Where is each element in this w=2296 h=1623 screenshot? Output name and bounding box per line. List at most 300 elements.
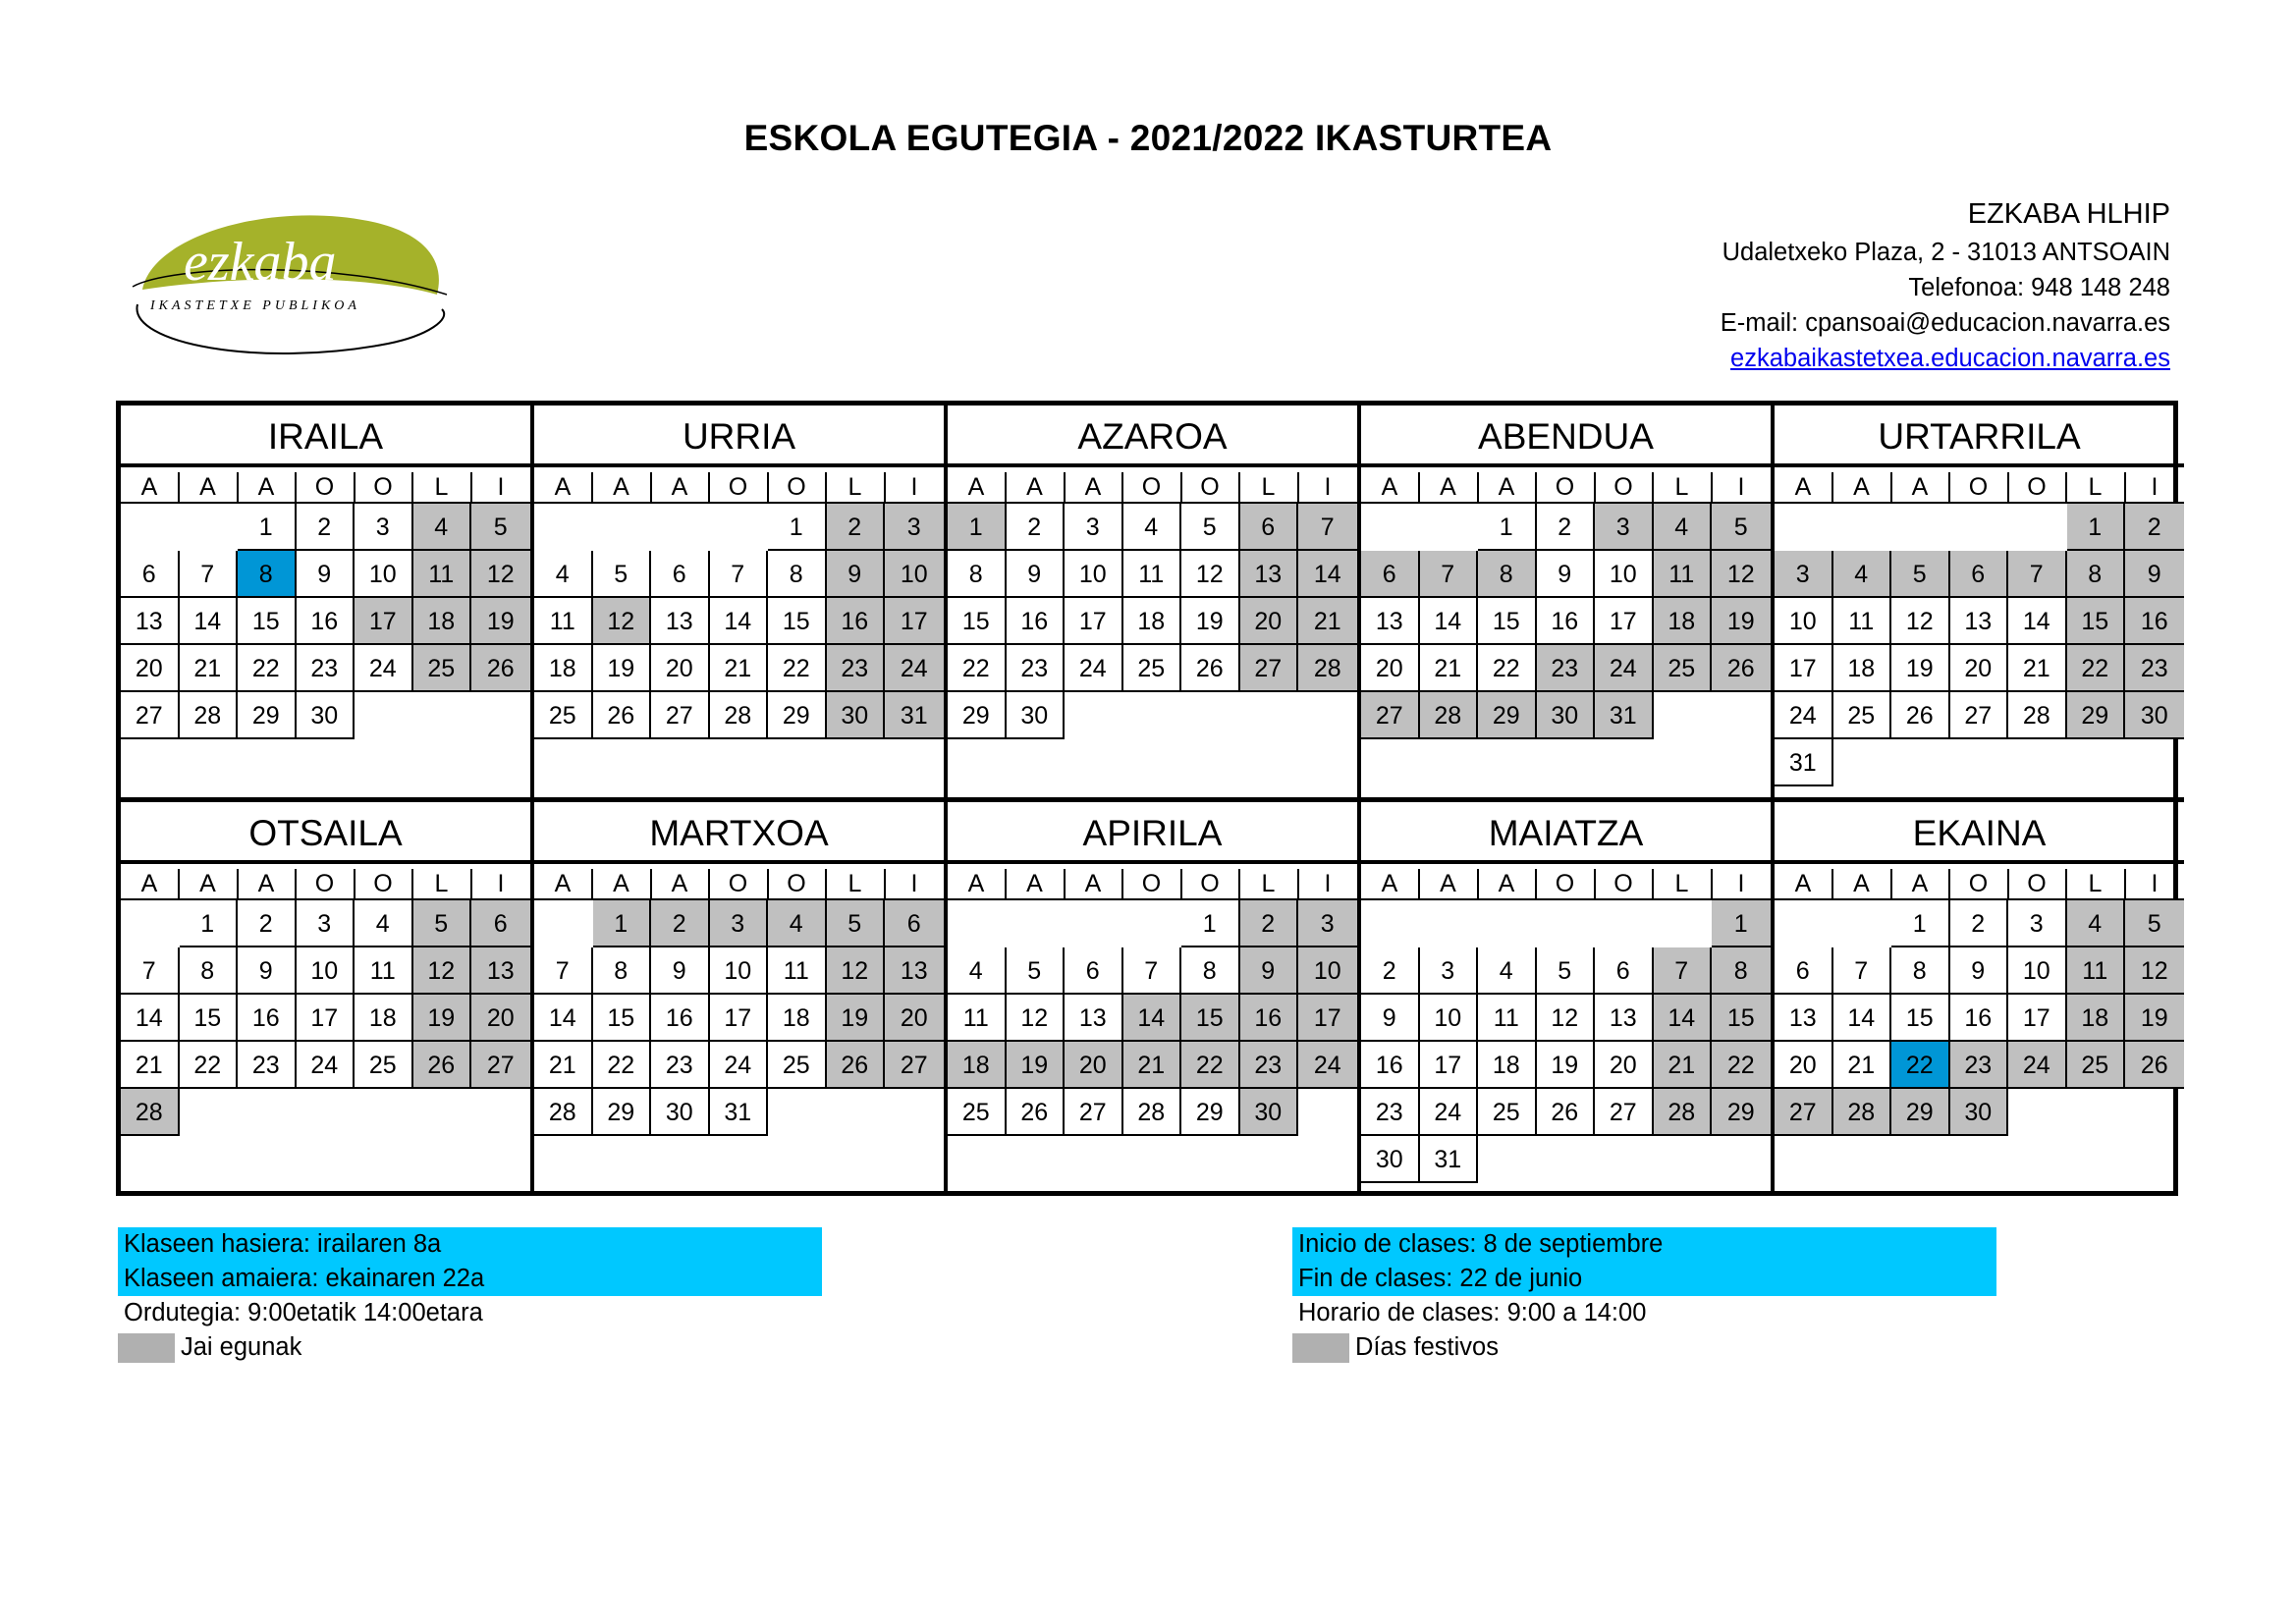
day-cell: 17 (2008, 995, 2067, 1042)
day-cell: 25 (1123, 645, 1182, 692)
day-cell: 10 (355, 551, 413, 598)
day-cell: 9 (1007, 551, 1066, 598)
day-cell: 5 (593, 551, 652, 598)
day-cell: 11 (2067, 947, 2126, 995)
day-cell: 3 (1065, 504, 1123, 551)
day-cell: 25 (413, 645, 472, 692)
month-iraila (121, 406, 534, 798)
day-cell: 24 (1595, 645, 1654, 692)
month-ekaina (1775, 797, 2184, 1195)
day-cell: 2 (1361, 947, 1420, 995)
day-cell: 3 (297, 900, 355, 947)
day-cell: 28 (1123, 1089, 1182, 1136)
day-cell: 17 (1420, 1042, 1479, 1089)
day-cell: 24 (355, 645, 413, 692)
day-cell: 19 (827, 995, 886, 1042)
day-cell: 28 (121, 1089, 180, 1136)
day-names-row (1361, 869, 1771, 900)
day-name: L (1654, 869, 1713, 898)
month-title: EKAINA (1775, 802, 2184, 864)
day-cell: 20 (1240, 598, 1299, 645)
day-cell: 11 (355, 947, 413, 995)
month-title: AZAROA (948, 406, 1357, 467)
day-cell: 4 (2067, 900, 2126, 947)
day-cell: 1 (180, 900, 239, 947)
day-cell: 29 (1181, 1089, 1240, 1136)
day-cell: 15 (948, 598, 1007, 645)
logo-subtext: IKASTETXE PUBLIKOA (150, 298, 360, 313)
day-cell: 23 (1240, 1042, 1299, 1089)
day-cell: 21 (1420, 645, 1479, 692)
day-name: L (413, 472, 472, 502)
day-name: O (297, 472, 355, 502)
day-cell: 12 (413, 947, 472, 995)
day-cell: 21 (1654, 1042, 1713, 1089)
day-cell: 3 (355, 504, 413, 551)
day-cell: 23 (827, 645, 886, 692)
legend-holidays-es-row (1292, 1330, 1996, 1365)
day-name: A (651, 472, 710, 502)
day-cell: 7 (121, 947, 180, 995)
day-cell: 24 (885, 645, 944, 692)
day-names-row (948, 869, 1357, 900)
day-cell: 4 (768, 900, 827, 947)
day-name: A (1065, 472, 1123, 502)
day-name: O (1537, 472, 1596, 502)
day-cell: 17 (710, 995, 769, 1042)
day-name: L (1240, 869, 1299, 898)
day-cell: 13 (1361, 598, 1420, 645)
day-cell: 17 (297, 995, 355, 1042)
day-cell: 28 (1654, 1089, 1713, 1136)
day-cell: 3 (885, 504, 944, 551)
day-cell: 20 (121, 645, 180, 692)
day-cell: 28 (1298, 645, 1357, 692)
day-name: L (2067, 869, 2126, 898)
day-cell: 14 (1123, 995, 1182, 1042)
school-info (1721, 193, 2170, 376)
day-cell: 11 (1833, 598, 1892, 645)
day-cell: 16 (1537, 598, 1596, 645)
day-cell: 24 (1775, 692, 1833, 739)
day-cell: 29 (1478, 692, 1537, 739)
day-cell: 2 (1240, 900, 1299, 947)
day-cell: 30 (827, 692, 886, 739)
day-name: A (1065, 869, 1123, 898)
day-cell: 31 (1775, 739, 1833, 786)
day-cell: 19 (1181, 598, 1240, 645)
day-cell: 8 (1478, 551, 1537, 598)
day-cell: 16 (1240, 995, 1299, 1042)
day-cell: 25 (534, 692, 593, 739)
day-name: A (121, 869, 180, 898)
day-cell: 30 (1950, 1089, 2009, 1136)
day-cell: 18 (1833, 645, 1892, 692)
day-name: O (297, 869, 355, 898)
day-cell: 1 (1891, 900, 1950, 947)
day-cell: 31 (1420, 1136, 1479, 1183)
day-cell: 16 (238, 995, 297, 1042)
day-cell: 13 (471, 947, 530, 995)
day-cell: 19 (1007, 1042, 1066, 1089)
day-cell: 21 (2008, 645, 2067, 692)
legend-schedule-es: Horario de clases: 9:00 a 14:00 (1298, 1299, 1647, 1326)
day-cell: 20 (1775, 1042, 1833, 1089)
day-cell: 23 (1950, 1042, 2009, 1089)
day-cell: 1 (238, 504, 297, 551)
day-name: O (1123, 472, 1182, 502)
day-cell: 19 (593, 645, 652, 692)
legend-holidays-eu-row (118, 1330, 822, 1365)
day-cell: 16 (1007, 598, 1066, 645)
day-cell: 13 (1775, 995, 1833, 1042)
day-name: A (1007, 869, 1066, 898)
legend-holidays-eu: Jai egunak (181, 1333, 302, 1361)
day-cell: 27 (651, 692, 710, 739)
day-name: L (2067, 472, 2126, 502)
day-cell: 9 (827, 551, 886, 598)
day-cell: 24 (710, 1042, 769, 1089)
day-cell: 13 (1065, 995, 1123, 1042)
day-cell: 5 (827, 900, 886, 947)
day-cell: 25 (2067, 1042, 2126, 1089)
month-abendua (1361, 406, 1775, 798)
day-cell: 6 (885, 900, 944, 947)
day-name: I (497, 473, 505, 501)
day-cell: 21 (121, 1042, 180, 1089)
day-name: L (1654, 472, 1713, 502)
day-name: O (710, 472, 769, 502)
day-cell: 4 (355, 900, 413, 947)
day-cell: 23 (2125, 645, 2184, 692)
day-cell: 29 (1891, 1089, 1950, 1136)
day-cell: 10 (2008, 947, 2067, 995)
day-cell: 14 (1654, 995, 1713, 1042)
legend-start-es: Inicio de clases: 8 de septiembre (1298, 1230, 1664, 1258)
day-cell: 4 (1654, 504, 1713, 551)
day-cell: 24 (297, 1042, 355, 1089)
day-cell: 26 (1007, 1089, 1066, 1136)
day-cell: 28 (2008, 692, 2067, 739)
day-cell: 6 (1775, 947, 1833, 995)
day-cell: 3 (1775, 551, 1833, 598)
day-cell: 19 (1891, 645, 1950, 692)
day-cell: 2 (1007, 504, 1066, 551)
day-cell: 10 (1065, 551, 1123, 598)
day-cell: 8 (948, 551, 1007, 598)
day-cell: 26 (1537, 1089, 1596, 1136)
day-cell: 22 (948, 645, 1007, 692)
day-cell: 3 (1595, 504, 1654, 551)
day-cell: 6 (471, 900, 530, 947)
day-cell: 7 (1833, 947, 1892, 995)
day-cell: 5 (471, 504, 530, 551)
day-cell: 7 (534, 947, 593, 995)
day-name: A (121, 472, 180, 502)
day-name: A (1478, 869, 1537, 898)
day-cell: 6 (1361, 551, 1420, 598)
day-cell: 7 (2008, 551, 2067, 598)
day-cell: 14 (1833, 995, 1892, 1042)
month-title: APIRILA (948, 802, 1357, 864)
holiday-swatch (118, 1333, 175, 1363)
day-cell: 19 (2125, 995, 2184, 1042)
day-name: A (1891, 869, 1950, 898)
day-cell: 23 (1537, 645, 1596, 692)
day-cell: 29 (593, 1089, 652, 1136)
day-cell: 26 (827, 1042, 886, 1089)
day-name: A (238, 869, 297, 898)
day-cell: 12 (827, 947, 886, 995)
legend-spanish (1292, 1227, 1996, 1365)
day-name: A (1833, 869, 1892, 898)
day-cell: 18 (355, 995, 413, 1042)
day-cell: 7 (1420, 551, 1479, 598)
day-name: L (413, 869, 472, 898)
day-cell: 2 (297, 504, 355, 551)
day-cell: 15 (1712, 995, 1771, 1042)
day-cell: 29 (238, 692, 297, 739)
day-cell: 15 (1891, 995, 1950, 1042)
day-cell: 27 (1065, 1089, 1123, 1136)
day-cell: 8 (1181, 947, 1240, 995)
day-name: I (1324, 870, 1332, 897)
day-cell: 18 (2067, 995, 2126, 1042)
day-names-row (121, 472, 530, 504)
day-name: A (1775, 472, 1833, 502)
day-cell: 13 (651, 598, 710, 645)
day-name: A (180, 472, 239, 502)
day-cell: 20 (1361, 645, 1420, 692)
day-name: O (1123, 869, 1182, 898)
day-cell: 6 (1065, 947, 1123, 995)
day-cell: 17 (1065, 598, 1123, 645)
day-names-row (948, 472, 1357, 504)
day-cell: 3 (1420, 947, 1479, 995)
day-cell: 19 (471, 598, 530, 645)
school-phone: Telefonoa: 948 148 248 (1908, 274, 2170, 301)
day-cell: 17 (1298, 995, 1357, 1042)
day-cell: 26 (593, 692, 652, 739)
day-cell: 20 (1950, 645, 2009, 692)
day-cell: 4 (413, 504, 472, 551)
day-cell: 11 (413, 551, 472, 598)
day-cell: 11 (948, 995, 1007, 1042)
month-azaroa (948, 406, 1361, 798)
day-cell: 23 (1361, 1089, 1420, 1136)
day-cell: 5 (1537, 947, 1596, 995)
day-cell: 18 (768, 995, 827, 1042)
day-cell: 16 (1950, 995, 2009, 1042)
day-cell: 25 (768, 1042, 827, 1089)
day-name: A (1361, 472, 1420, 502)
school-website-link[interactable]: ezkabaikastetxea.educacion.navarra.es (1730, 345, 2170, 372)
day-cell: 24 (1298, 1042, 1357, 1089)
day-name: A (1007, 472, 1066, 502)
month-title: IRAILA (121, 406, 530, 467)
day-cell: 4 (1123, 504, 1182, 551)
day-cell: 30 (1007, 692, 1066, 739)
day-cell: 31 (885, 692, 944, 739)
day-cell: 21 (180, 645, 239, 692)
day-cell: 24 (2008, 1042, 2067, 1089)
day-cell: 27 (885, 1042, 944, 1089)
day-name: O (1181, 869, 1240, 898)
day-cell: 30 (651, 1089, 710, 1136)
legend-band-spanish (1292, 1227, 1996, 1296)
day-cell: 18 (1478, 1042, 1537, 1089)
day-cell: 6 (1595, 947, 1654, 995)
day-cell: 29 (2067, 692, 2126, 739)
day-cell: 18 (948, 1042, 1007, 1089)
day-cell: 12 (471, 551, 530, 598)
day-names-row (534, 472, 944, 504)
day-name: I (910, 473, 918, 501)
day-cell: 25 (1654, 645, 1713, 692)
day-cell: 2 (1950, 900, 2009, 947)
day-cell: 15 (180, 995, 239, 1042)
day-cell: 18 (1654, 598, 1713, 645)
day-cell: 27 (471, 1042, 530, 1089)
day-name: A (1420, 472, 1479, 502)
day-cell: 7 (1654, 947, 1713, 995)
day-cell: 12 (1181, 551, 1240, 598)
day-name: A (593, 869, 652, 898)
day-name: I (2151, 473, 2159, 501)
day-cell: 16 (297, 598, 355, 645)
day-cell: 26 (1891, 692, 1950, 739)
day-cell: 3 (2008, 900, 2067, 947)
month-maiatza (1361, 797, 1775, 1195)
day-cell: 8 (2067, 551, 2126, 598)
day-names-row (534, 869, 944, 900)
day-cell: 23 (297, 645, 355, 692)
day-name: A (1833, 472, 1892, 502)
day-cell: 2 (2125, 504, 2184, 551)
day-name: O (1950, 472, 2009, 502)
month-title: MAIATZA (1361, 802, 1771, 864)
day-cell: 24 (1065, 645, 1123, 692)
day-cell: 6 (651, 551, 710, 598)
logo-text: ezkaba (184, 232, 337, 293)
day-cell: 22 (180, 1042, 239, 1089)
day-cell: 7 (710, 551, 769, 598)
day-name: A (180, 869, 239, 898)
day-name: A (948, 472, 1007, 502)
day-cell: 14 (1298, 551, 1357, 598)
day-cell: 12 (1891, 598, 1950, 645)
day-name: O (355, 869, 413, 898)
day-names-row (1361, 472, 1771, 504)
day-name: A (1420, 869, 1479, 898)
day-cell: 16 (827, 598, 886, 645)
day-cell: 14 (1420, 598, 1479, 645)
day-cell: 15 (1181, 995, 1240, 1042)
day-cell: 12 (1712, 551, 1771, 598)
day-cell: 1 (593, 900, 652, 947)
month-apirila (948, 797, 1361, 1195)
day-cell: 19 (413, 995, 472, 1042)
school-email: E-mail: cpansoai@educacion.navarra.es (1720, 309, 2170, 337)
day-cell: 10 (1595, 551, 1654, 598)
day-cell: 25 (355, 1042, 413, 1089)
day-cell: 2 (651, 900, 710, 947)
day-cell: 27 (1361, 692, 1420, 739)
day-name: I (1737, 870, 1745, 897)
day-cell: 14 (534, 995, 593, 1042)
day-names-row (1775, 869, 2184, 900)
calendar-grid (116, 401, 2178, 1196)
day-cell: 28 (180, 692, 239, 739)
day-cell: 26 (1181, 645, 1240, 692)
month-martxoa (534, 797, 948, 1195)
day-cell: 23 (651, 1042, 710, 1089)
day-cell: 8 (768, 551, 827, 598)
day-cell: 15 (1478, 598, 1537, 645)
day-cell: 19 (1712, 598, 1771, 645)
day-cell: 13 (1595, 995, 1654, 1042)
month-title: URRIA (534, 406, 944, 467)
day-cell: 1 (1181, 900, 1240, 947)
day-cell: 2 (827, 504, 886, 551)
day-cell: 27 (1775, 1089, 1833, 1136)
day-cell: 14 (710, 598, 769, 645)
day-cell: 21 (534, 1042, 593, 1089)
day-name: A (238, 472, 297, 502)
day-cell: 5 (1891, 551, 1950, 598)
day-cell: 28 (1420, 692, 1479, 739)
month-title: OTSAILA (121, 802, 530, 864)
day-cell: 20 (651, 645, 710, 692)
day-name: O (768, 869, 827, 898)
day-name: A (1775, 869, 1833, 898)
day-cell: 9 (1240, 947, 1299, 995)
day-cell: 12 (593, 598, 652, 645)
day-cell: 8 (1891, 947, 1950, 995)
day-cell: 7 (1123, 947, 1182, 995)
day-cell: 9 (2125, 551, 2184, 598)
day-name: A (534, 472, 593, 502)
day-name: O (355, 472, 413, 502)
day-name: O (1595, 869, 1654, 898)
day-cell: 1 (1478, 504, 1537, 551)
day-cell: 1 (768, 504, 827, 551)
day-cell: 15 (238, 598, 297, 645)
legend-basque (118, 1227, 822, 1365)
day-cell: 16 (2125, 598, 2184, 645)
day-name: L (827, 869, 886, 898)
day-name: A (1361, 869, 1420, 898)
day-name: A (948, 869, 1007, 898)
day-cell: 10 (1420, 995, 1479, 1042)
day-cell: 26 (471, 645, 530, 692)
day-cell: 22 (1181, 1042, 1240, 1089)
day-cell: 25 (1833, 692, 1892, 739)
day-cell: 13 (1240, 551, 1299, 598)
day-cell: 14 (180, 598, 239, 645)
day-cell: 12 (1007, 995, 1066, 1042)
month-title: URTARRILA (1775, 406, 2184, 467)
day-cell: 10 (1775, 598, 1833, 645)
day-cell: 22 (238, 645, 297, 692)
day-cell: 2 (1537, 504, 1596, 551)
day-cell: 9 (1361, 995, 1420, 1042)
holiday-swatch (1292, 1333, 1349, 1363)
day-name: O (1595, 472, 1654, 502)
day-cell: 22 (768, 645, 827, 692)
day-cell: 30 (297, 692, 355, 739)
legend-schedule-eu: Ordutegia: 9:00etatik 14:00etara (124, 1299, 483, 1326)
